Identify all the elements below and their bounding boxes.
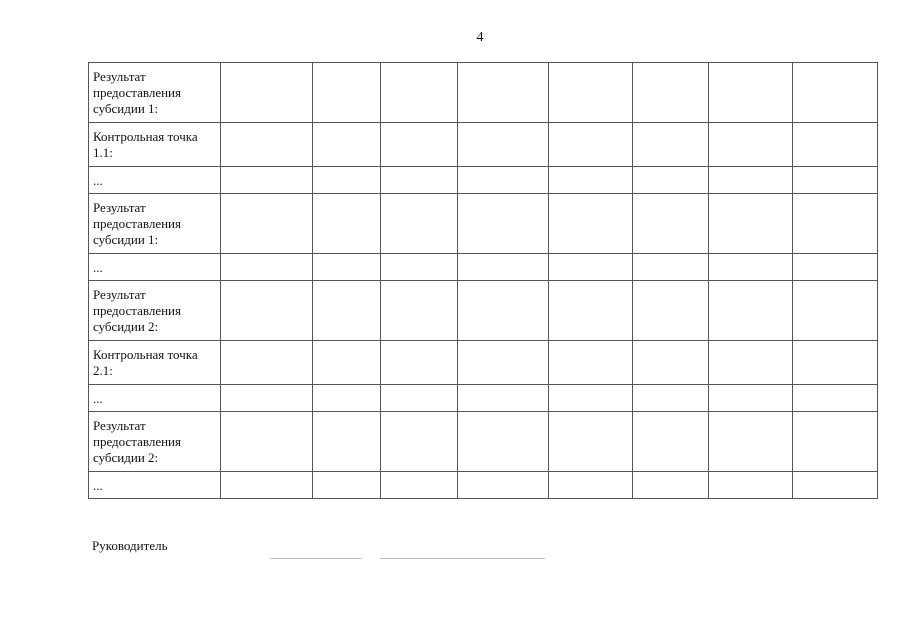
table-cell: [793, 123, 878, 167]
table-cell: [709, 194, 793, 254]
table-cell: [381, 281, 458, 341]
table-row: [89, 123, 878, 167]
signature-line: [270, 558, 362, 559]
table-cell: [381, 63, 458, 123]
table-cell: [549, 385, 633, 412]
table-cell: [313, 281, 381, 341]
table-row: [89, 194, 878, 254]
table-cell: [458, 194, 549, 254]
table-cell: [313, 341, 381, 385]
table-cell: [709, 385, 793, 412]
table-cell: [313, 63, 381, 123]
table-cell: [221, 63, 313, 123]
row-label: Контрольная точка 1.1:: [89, 123, 221, 167]
table-cell: [793, 254, 878, 281]
table-cell: [793, 341, 878, 385]
table-cell: [709, 472, 793, 499]
table-cell: [458, 412, 549, 472]
table-cell: [313, 472, 381, 499]
table-cell: [458, 385, 549, 412]
table-cell: [633, 385, 709, 412]
table-cell: [549, 412, 633, 472]
table-cell: [381, 385, 458, 412]
table-row: [89, 167, 878, 194]
table-cell: [221, 123, 313, 167]
table-cell: [633, 167, 709, 194]
table-cell: [313, 123, 381, 167]
table-row: [89, 281, 878, 341]
table-cell: [549, 123, 633, 167]
table-cell: [458, 63, 549, 123]
table-cell: [549, 281, 633, 341]
table-cell: [549, 254, 633, 281]
table-cell: [709, 341, 793, 385]
name-line: [380, 558, 545, 559]
table-cell: [549, 63, 633, 123]
table-cell: [221, 385, 313, 412]
table-cell: [633, 254, 709, 281]
table-cell: [458, 254, 549, 281]
table-cell: [709, 123, 793, 167]
table-cell: [381, 194, 458, 254]
row-label: Результат предоставления субсидии 2:: [89, 281, 221, 341]
row-label: ...: [89, 254, 221, 281]
table-cell: [793, 281, 878, 341]
table-cell: [313, 385, 381, 412]
signature-label: Руководитель: [92, 538, 168, 553]
table-cell: [793, 472, 878, 499]
table-cell: [793, 63, 878, 123]
row-label: ...: [89, 385, 221, 412]
table-row: [89, 472, 878, 499]
table-cell: [458, 472, 549, 499]
table-cell: [633, 194, 709, 254]
table-cell: [633, 412, 709, 472]
table-cell: [313, 254, 381, 281]
table-cell: [549, 167, 633, 194]
row-label: ...: [89, 167, 221, 194]
table-row: [89, 63, 878, 123]
row-label: ...: [89, 472, 221, 499]
row-label: Результат предоставления субсидии 2:: [89, 412, 221, 472]
table-cell: [709, 167, 793, 194]
table-row: [89, 412, 878, 472]
row-label: Результат предоставления субсидии 1:: [89, 194, 221, 254]
table-cell: [633, 63, 709, 123]
table-cell: [633, 281, 709, 341]
table-cell: [549, 472, 633, 499]
table-cell: [458, 123, 549, 167]
table-cell: [793, 412, 878, 472]
table-cell: [709, 281, 793, 341]
table-cell: [221, 194, 313, 254]
table-cell: [381, 341, 458, 385]
table-cell: [381, 167, 458, 194]
table-cell: [221, 254, 313, 281]
table-cell: [633, 123, 709, 167]
table-cell: [313, 412, 381, 472]
row-label: Результат предоставления субсидии 1:: [89, 63, 221, 123]
table-row: [89, 341, 878, 385]
table-cell: [793, 167, 878, 194]
table-cell: [549, 194, 633, 254]
table-cell: [633, 472, 709, 499]
table-cell: [381, 254, 458, 281]
table-cell: [313, 194, 381, 254]
table-cell: [549, 341, 633, 385]
table-cell: [221, 167, 313, 194]
table-cell: [793, 194, 878, 254]
table-cell: [793, 385, 878, 412]
table-cell: [633, 341, 709, 385]
table-cell: [221, 281, 313, 341]
table-cell: [709, 254, 793, 281]
table-cell: [458, 281, 549, 341]
table-cell: [458, 341, 549, 385]
page-number: 4: [476, 30, 484, 45]
table-row: [89, 385, 878, 412]
table-row: [89, 254, 878, 281]
table-cell: [381, 412, 458, 472]
table-cell: [709, 412, 793, 472]
table-cell: [709, 63, 793, 123]
table-cell: [221, 472, 313, 499]
table-cell: [381, 472, 458, 499]
table-cell: [458, 167, 549, 194]
report-table: [88, 62, 878, 499]
table-cell: [221, 341, 313, 385]
table-cell: [221, 412, 313, 472]
table-cell: [381, 123, 458, 167]
table-cell: [313, 167, 381, 194]
row-label: Контрольная точка 2.1:: [89, 341, 221, 385]
